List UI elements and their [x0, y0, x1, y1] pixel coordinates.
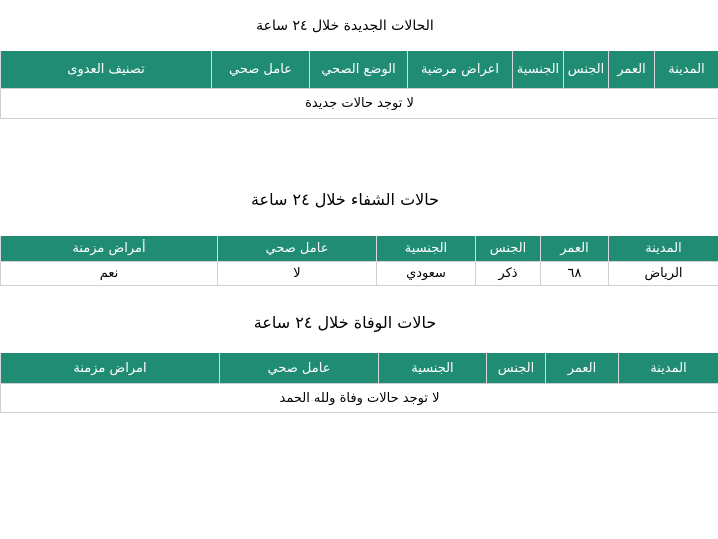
header-city: المدينة	[609, 236, 718, 262]
empty-message: لا توجد حالات جديدة	[1, 89, 718, 119]
header-gender: الجنس	[564, 51, 609, 89]
cell-age: ٦٨	[541, 262, 609, 286]
table-header-row	[1, 51, 718, 89]
header-age: العمر	[546, 353, 619, 384]
new-cases-title: الحالات الجديدة خلال ٢٤ ساعة	[256, 18, 434, 34]
header-gender: الجنس	[476, 236, 541, 262]
header-city: المدينة	[619, 353, 718, 384]
cell-chronic-diseases: نعم	[1, 262, 218, 286]
table-header-row	[1, 236, 718, 262]
deaths-table	[0, 353, 718, 413]
cell-gender: ذكر	[476, 262, 541, 286]
header-age: العمر	[541, 236, 609, 262]
table-row	[1, 384, 718, 413]
header-gender: الجنس	[487, 353, 546, 384]
header-chronic-diseases: امراض مزمنة	[1, 353, 220, 384]
header-health-worker: عامل صحي	[220, 353, 379, 384]
header-health-status: الوضع الصحي	[310, 51, 408, 89]
table-row	[1, 262, 718, 286]
header-age: العمر	[609, 51, 655, 89]
table-row	[1, 89, 718, 119]
header-infection-class: تصنيف العدوى	[1, 51, 212, 89]
deaths-title: حالات الوفاة خلال ٢٤ ساعة	[253, 313, 437, 332]
recoveries-title: حالات الشفاء خلال ٢٤ ساعة	[250, 190, 440, 209]
header-chronic-diseases: أمراض مزمنة	[1, 236, 218, 262]
header-symptoms: اعراض مرضية	[408, 51, 513, 89]
new-cases-table	[0, 51, 718, 119]
cell-health-worker: لا	[218, 262, 377, 286]
header-health-worker: عامل صحي	[212, 51, 310, 89]
cell-city: الرياض	[609, 262, 718, 286]
header-city: المدينة	[655, 51, 718, 89]
recoveries-table	[0, 236, 718, 286]
header-nationality: الجنسية	[513, 51, 564, 89]
header-nationality: الجنسية	[379, 353, 487, 384]
header-health-worker: عامل صحي	[218, 236, 377, 262]
table-header-row	[1, 353, 718, 384]
header-nationality: الجنسية	[377, 236, 476, 262]
cell-nationality: سعودي	[377, 262, 476, 286]
empty-message: لا توجد حالات وفاة ولله الحمد	[1, 384, 718, 413]
